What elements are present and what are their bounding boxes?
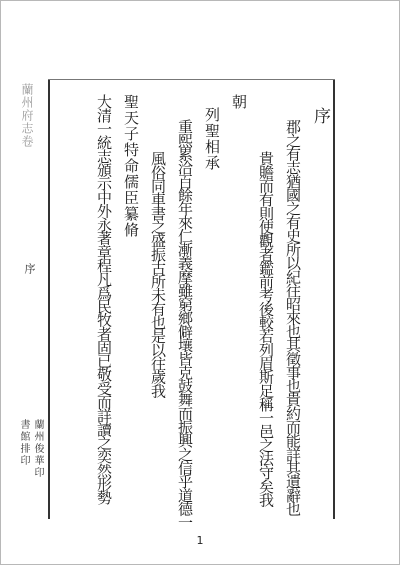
margin-section: 序 [23, 263, 36, 274]
frame-top-rule [48, 79, 335, 80]
text-column-9: 大清一統志頒示中外永著章程凡爲民牧者固已敬受而詳讀之奕然形勢 [95, 94, 113, 504]
page-number: 1 [196, 534, 204, 547]
margin-title: 蘭州府志卷 [20, 83, 34, 148]
text-column-7: 風俗同車書之盛振古所未有也是以往歲我 [149, 151, 167, 397]
text-column-3: 貴贍而有則使觀者鑑前考後較若列眉斯足稱一邑之法守矣我 [257, 151, 275, 506]
text-column-5: 列聖相承 [203, 107, 221, 171]
text-column-6: 重熙累洽百餘年來仁漸義摩雖窮鄉僻壤皆克鼓舞而振興之信乎道德一 [176, 119, 194, 529]
frame-left-rule [48, 79, 50, 519]
text-column-2: 郡之有志猶國之有史所以紀往昭來也其徵事也貴約而能詳其遺辭也 [284, 119, 302, 515]
text-column-4: 朝 [230, 94, 248, 110]
frame-right-rule [333, 79, 335, 519]
publisher-line-1: 蘭州俊華印 [32, 419, 43, 479]
publisher-line-2: 書館排印 [18, 419, 29, 467]
text-column-8: 聖天子特命儒臣纂脩 [122, 94, 140, 238]
text-column-1: 序 [310, 107, 330, 124]
